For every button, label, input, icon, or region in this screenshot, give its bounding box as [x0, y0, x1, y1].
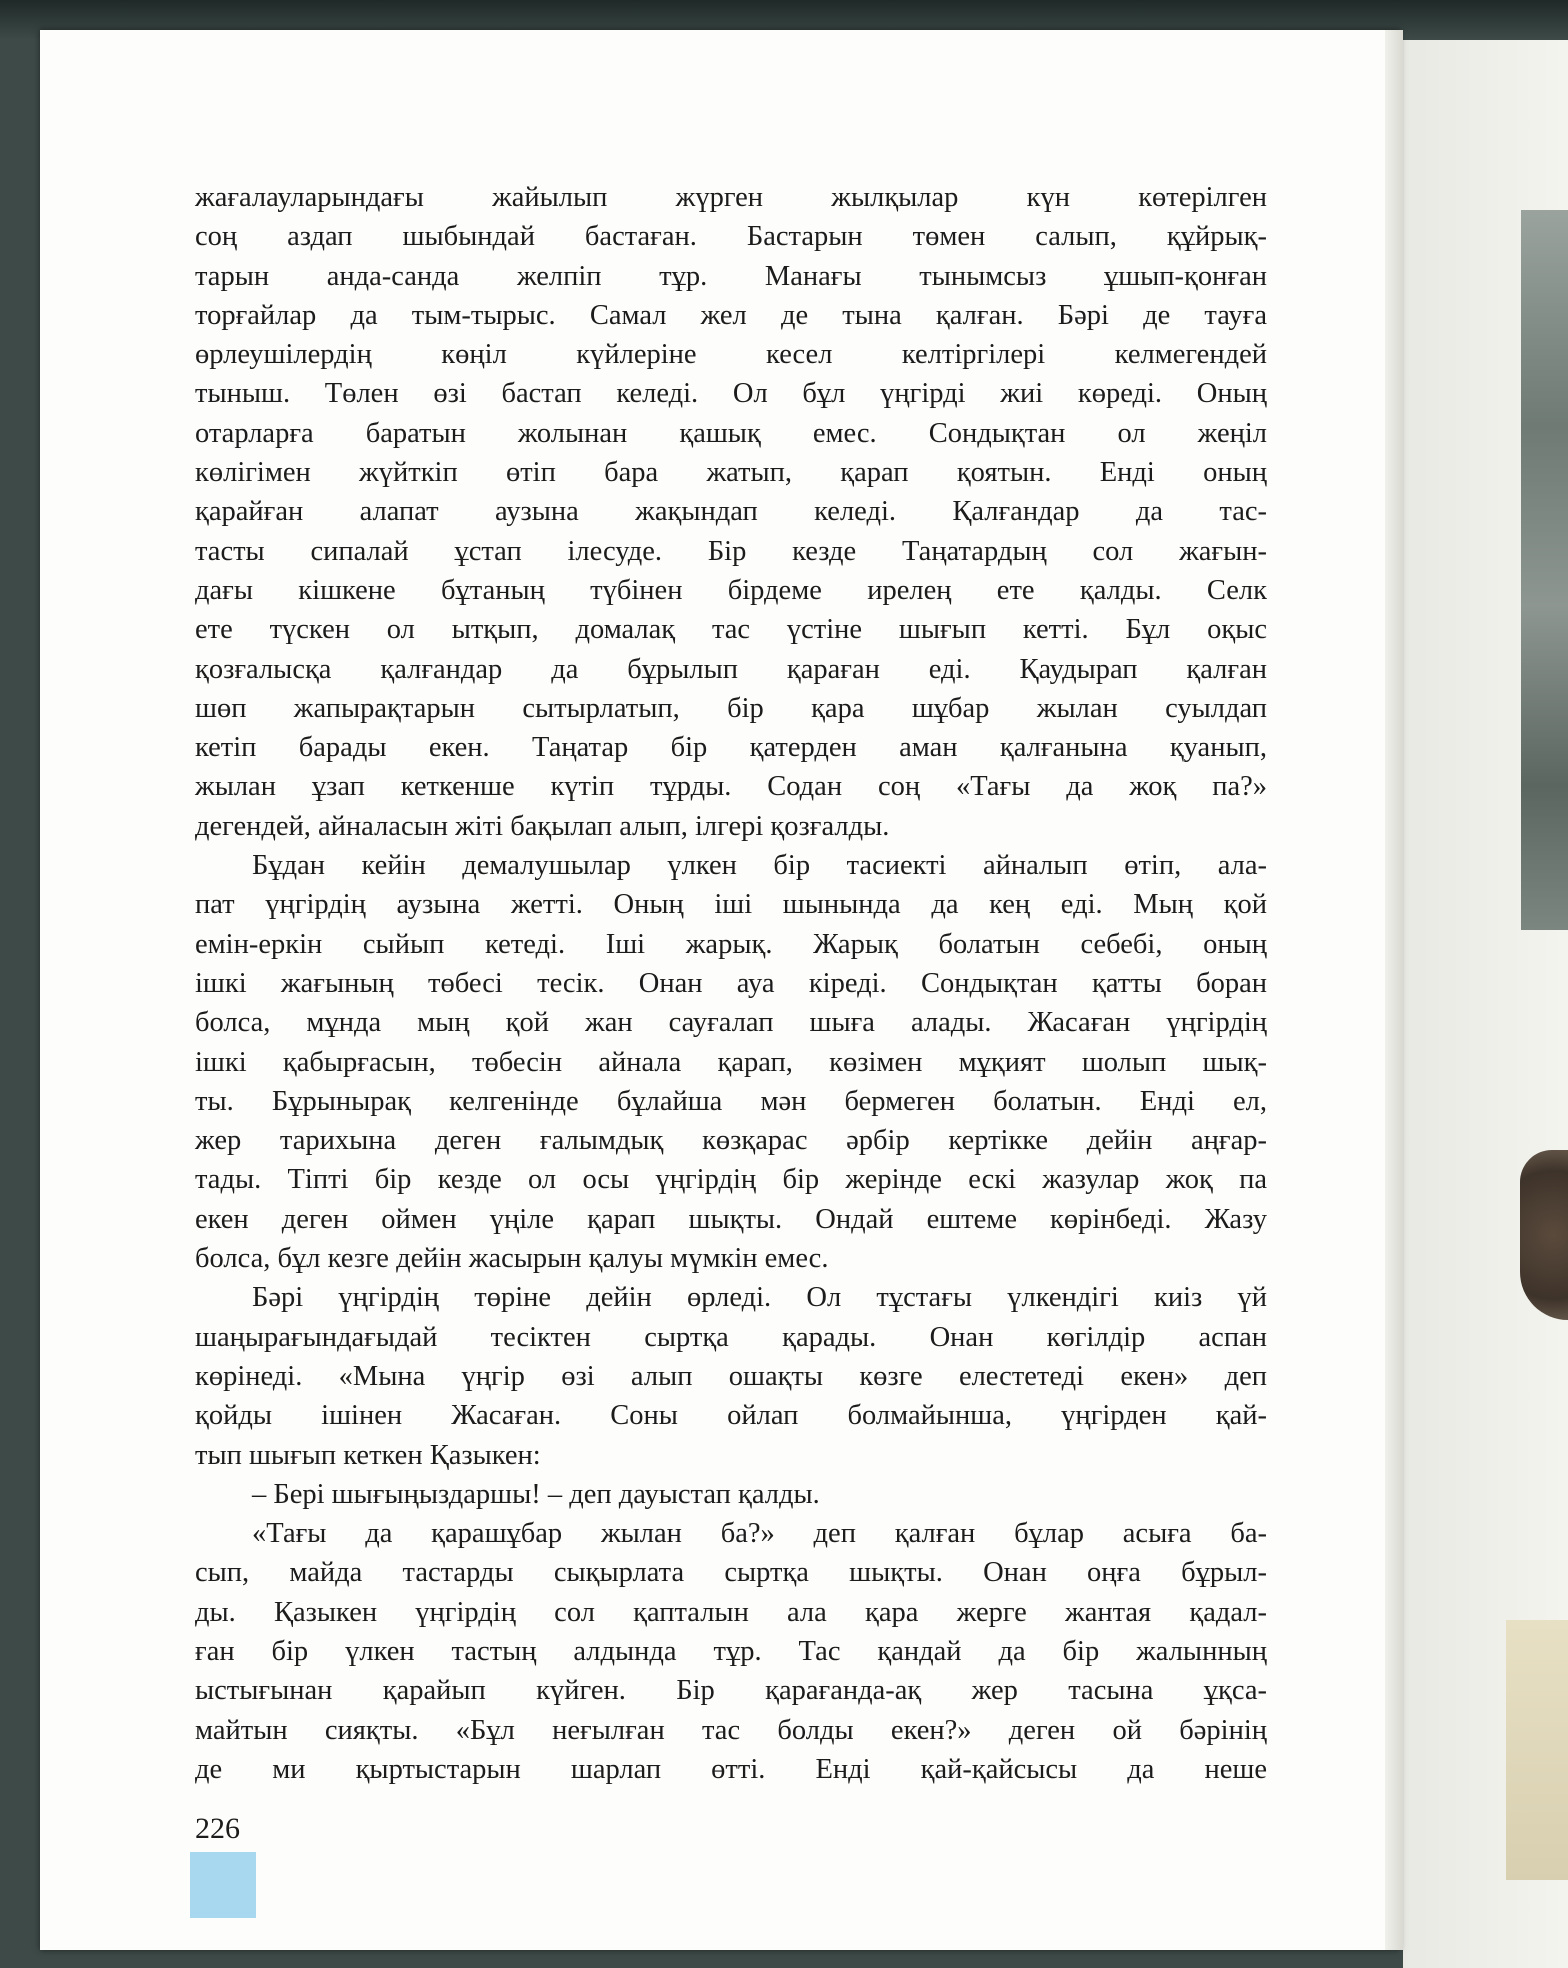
text-line: көлігімен жүйткіп өтіп бара жатып, қарап қоятын. Енді оның — [195, 457, 1267, 489]
text-line: ды. Қазыкен үңгірдің сол қапталын ала қара жерге жантая қадал- — [195, 1596, 1267, 1628]
text-line: пат үңгірдің аузына жетті. Оның іші шынында да кең еді. Мың қой — [195, 889, 1267, 921]
page-edge-shadow — [1385, 30, 1403, 1950]
text-line: қойды ішінен Жасаған. Соны ойлап болмайынша, үңгірден қай- — [195, 1400, 1267, 1432]
text-line: болса, бұл кезге дейін жасырын қалуы мүмкін емес. — [195, 1243, 829, 1275]
page-color-tab — [190, 1852, 256, 1918]
text-line: ішкі жағының төбесі тесік. Онан ауа кіреді. Сондықтан қатты боран — [195, 967, 1267, 999]
text-line: «Тағы да қарашұбар жылан ба?» деп қалған бұлар асыға ба- — [252, 1518, 1267, 1550]
text-line: де ми қыртыстарын шарлап өтті. Енді қай-қайсысы да неше — [195, 1753, 1267, 1785]
adjacent-page-photo — [1521, 210, 1568, 930]
text-line: жер тарихына деген ғалымдық көзқарас әрбір кертікке дейін аңғар- — [195, 1125, 1267, 1157]
text-line: тып шығып кеткен Қазыкен: — [195, 1439, 541, 1471]
text-line: емін-еркін сыйып кетеді. Іші жарық. Жарық болатын себебі, оның — [195, 928, 1267, 960]
text-line: өрлеушілердің көңіл күйлеріне кесел келтіргілері келмегендей — [195, 339, 1267, 371]
text-line: қарайған алапат аузына жақындап келеді. Қалғандар да тас- — [195, 496, 1267, 528]
text-line: ете түскен ол ытқып, домалақ тас үстіне шығып кетті. Бұл оқыс — [195, 614, 1267, 646]
text-line: шаңырағындағыдай тесіктен сыртқа қарады. Онан көгілдір аспан — [195, 1321, 1267, 1353]
text-line: торғайлар да тым-тырыс. Самал жел де тына қалған. Бәрі де тауға — [195, 299, 1267, 331]
text-line: тады. Тіпті бір кезде ол осы үңгірдің бір жерінде ескі жазулар жоқ па — [195, 1164, 1267, 1196]
adjacent-page-note-image — [1506, 1620, 1568, 1880]
adjacent-page-stone-image — [1520, 1150, 1568, 1320]
text-line: шөп жапырақтарын сытырлатып, бір қара шұбар жылан суылдап — [195, 692, 1267, 724]
text-line: тыныш. Төлен өзі бастап келеді. Ол бұл үңгірді жиі көреді. Оның — [195, 378, 1267, 410]
text-line: соң аздап шыбындай бастаған. Бастарын төмен салып, құйрық- — [195, 221, 1267, 253]
text-line: кетіп барады екен. Таңатар бір қатерден аман қалғанына қуанып, — [195, 732, 1267, 764]
text-line: жағалауларындағы жайылып жүрген жылқылар күн көтерілген — [195, 182, 1267, 213]
text-line: ішкі қабырғасын, төбесін айнала қарап, көзімен мұқият шолып шық- — [195, 1046, 1267, 1078]
text-line: ыстығынан қарайып күйген. Бір қарағанда-ақ жер тасына ұқса- — [195, 1675, 1267, 1707]
text-line: екен деген оймен үңіле қарап шықты. Ондай ештеме көрінбеді. Жазу — [195, 1203, 1267, 1235]
text-line: дегендей, айналасын жіті бақылап алып, ілгері қозғалды. — [195, 810, 890, 842]
text-line: сып, майда тастарды сықырлата сыртқа шықты. Онан оңға бұрыл- — [195, 1557, 1267, 1589]
text-line: ты. Бұрынырақ келгенінде бұлайша мән бермеген болатын. Енді ел, — [195, 1085, 1267, 1117]
text-line: жылан ұзап кеткенше күтіп тұрды. Содан соң «Тағы да жоқ па?» — [195, 771, 1267, 803]
text-line: Бұдан кейін демалушылар үлкен бір тасиекті айналып өтіп, ала- — [252, 850, 1267, 882]
page-number: 226 — [195, 1812, 240, 1845]
text-line: болса, мұнда мың қой жан сауғалап шыға алады. Жасаған үңгірдің — [195, 1007, 1267, 1039]
text-line: қозғалысқа қалғандар да бұрылып қараған еді. Қаудырап қалған — [195, 653, 1267, 685]
text-line: отарларға баратын жолынан қашық емес. Сондықтан ол жеңіл — [195, 417, 1267, 449]
text-line: дағы кішкене бұтаның түбінен бірдеме ирелең ете қалды. Селк — [195, 574, 1267, 606]
text-line: майтын сияқты. «Бұл неғылған тас болды екен?» деген ой бәрінің — [195, 1714, 1267, 1746]
text-line: тарын анда-санда желпіп тұр. Манағы тынымсыз ұшып-қонған — [195, 260, 1267, 292]
text-line: көрінеді. «Мына үңгір өзі алып ошақты көзге елестетеді екен» деп — [195, 1360, 1267, 1392]
text-line: – Бері шығыңыздаршы! – деп дауыстап қалды. — [252, 1478, 820, 1510]
page-text — [195, 178, 1267, 1789]
text-line: ған бір үлкен тастың алдында тұр. Тас қандай да бір жалынның — [195, 1635, 1267, 1667]
text-line: тасты сипалай ұстап ілесуде. Бір кезде Таңатардың сол жағын- — [195, 535, 1267, 567]
text-line: Бәрі үңгірдің төріне дейін өрледі. Ол тұстағы үлкендігі киіз үй — [252, 1282, 1267, 1314]
